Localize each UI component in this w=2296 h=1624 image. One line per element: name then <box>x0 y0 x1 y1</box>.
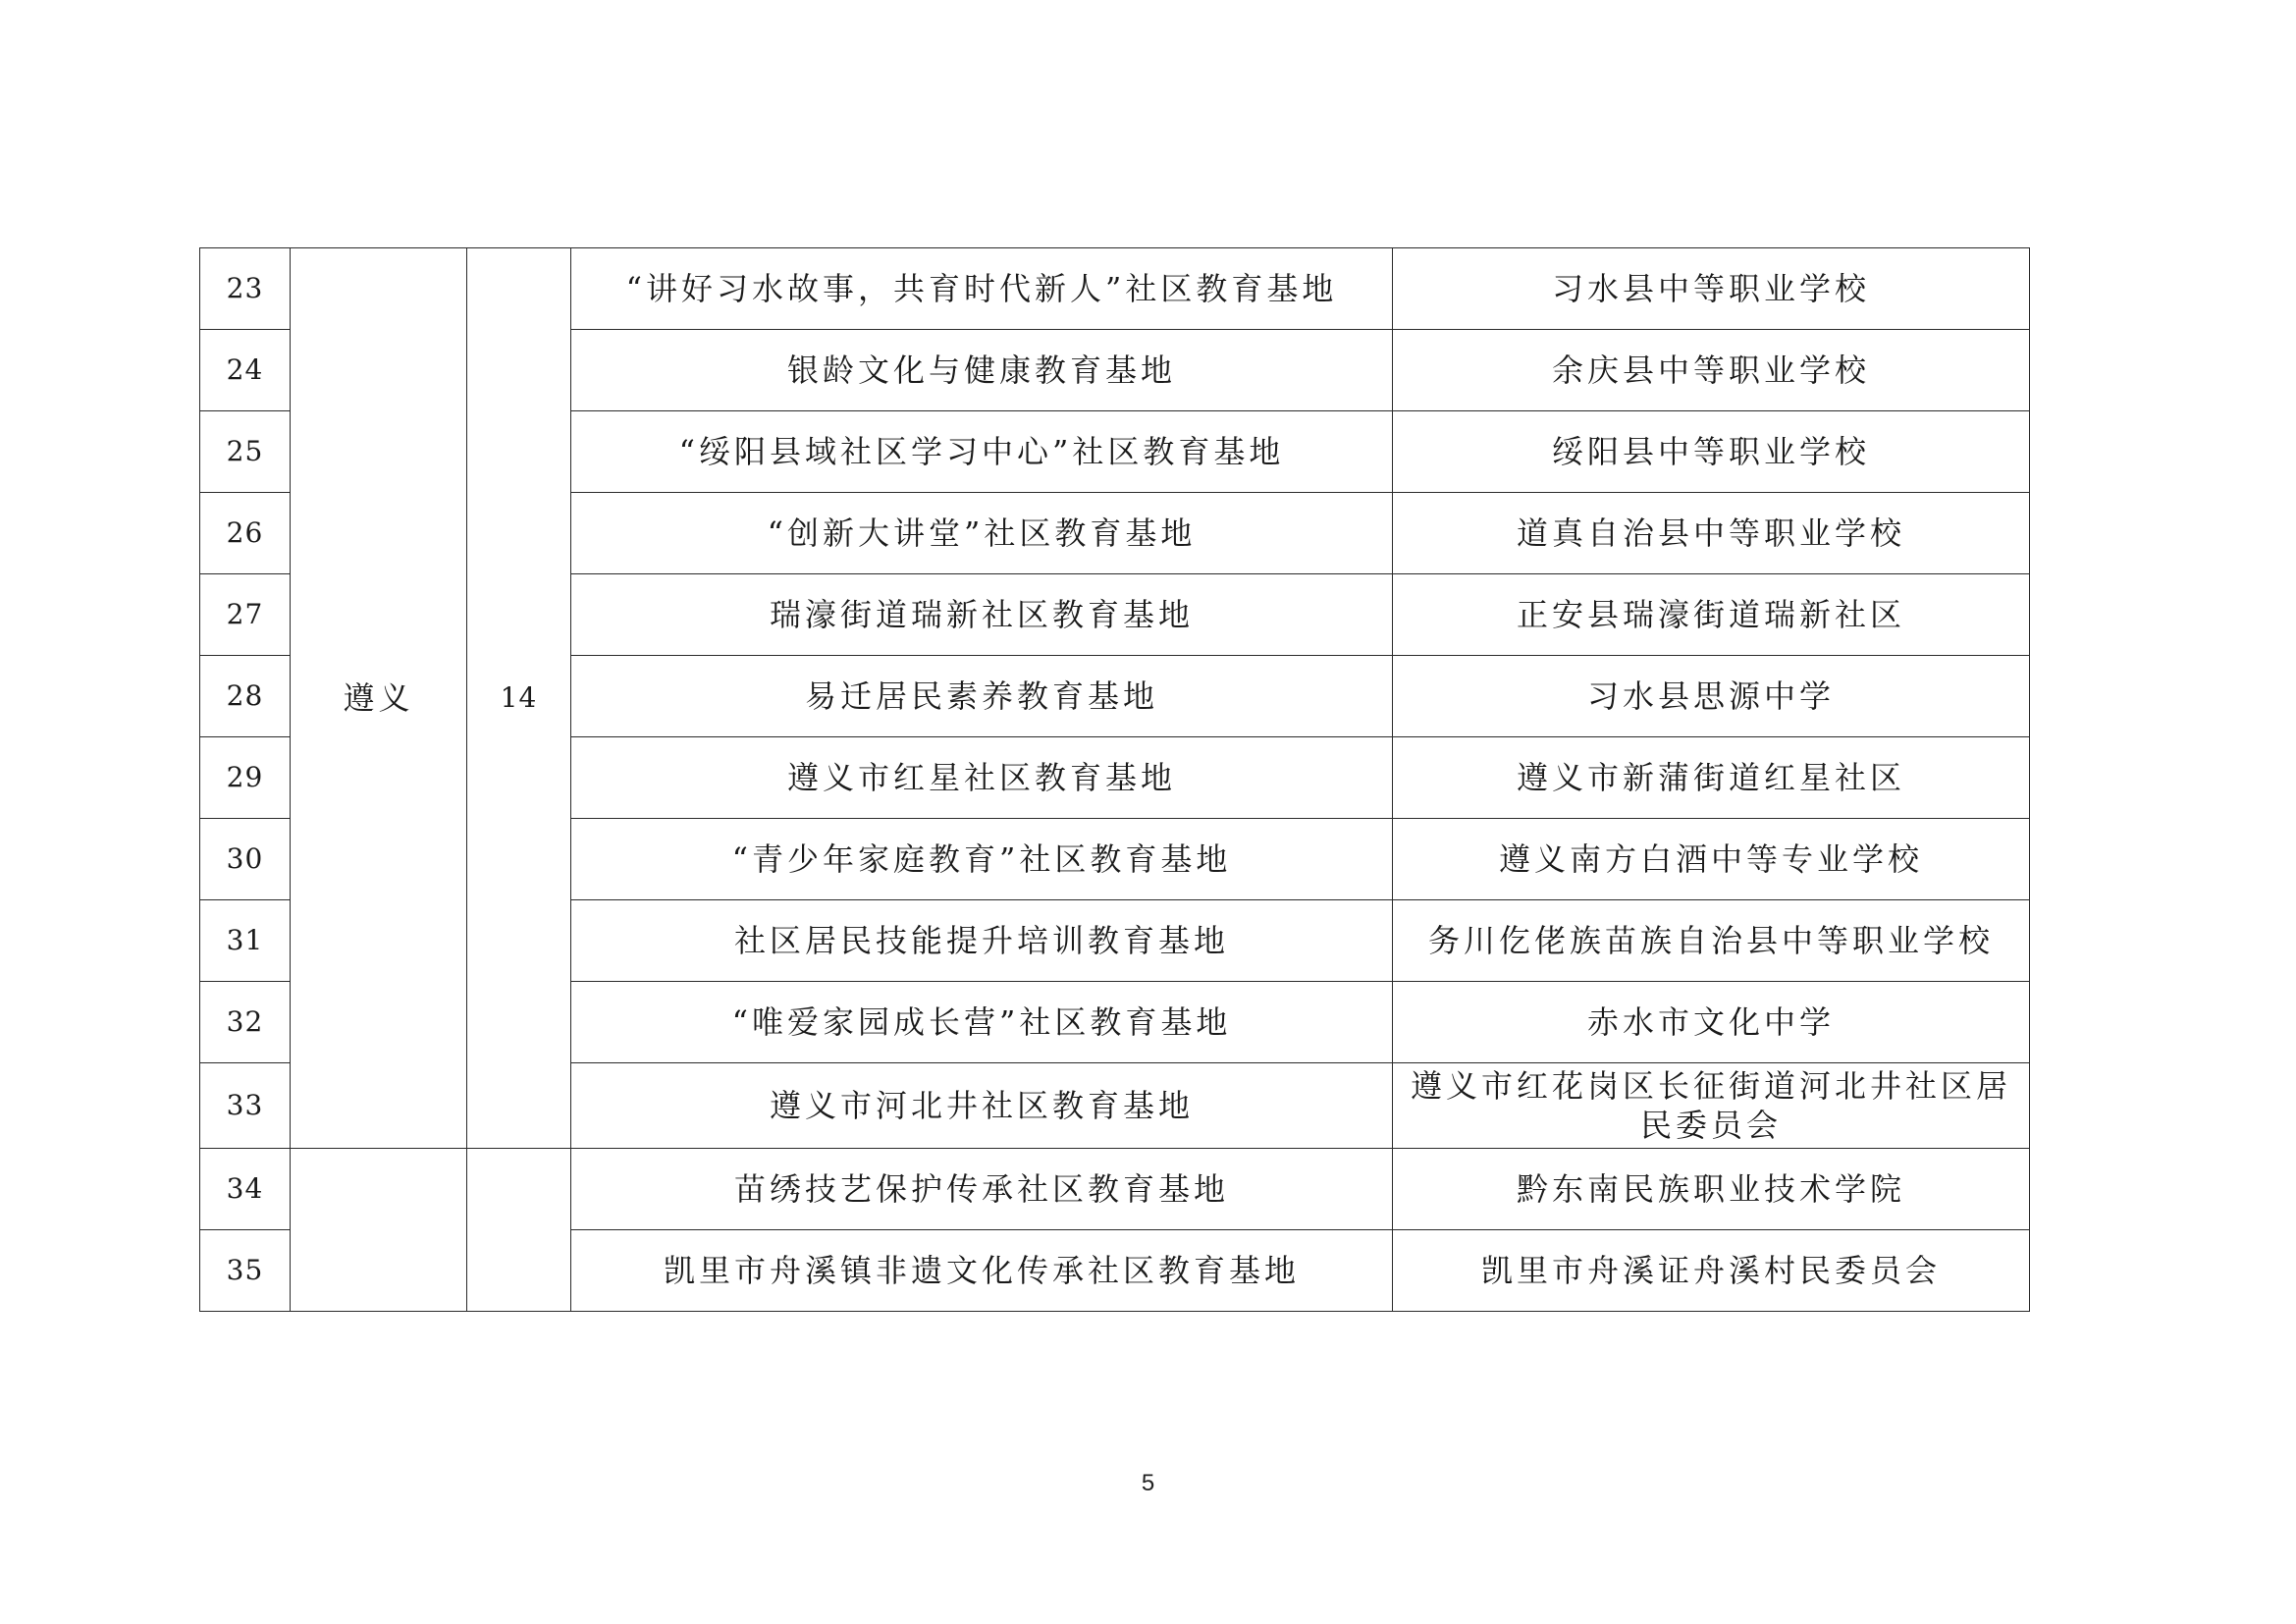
row-number: 25 <box>200 411 291 493</box>
host-unit: 黔东南民族职业技术学院 <box>1393 1149 2030 1230</box>
host-unit: 正安县瑞濠街道瑞新社区 <box>1393 574 2030 656</box>
count-cell <box>467 1149 571 1312</box>
base-name: 遵义市红星社区教育基地 <box>571 737 1393 819</box>
host-unit: 习水县中等职业学校 <box>1393 248 2030 330</box>
base-name: “绥阳县域社区学习中心”社区教育基地 <box>571 411 1393 493</box>
row-number: 24 <box>200 330 291 411</box>
host-unit: 绥阳县中等职业学校 <box>1393 411 2030 493</box>
row-number: 35 <box>200 1230 291 1312</box>
base-name: “讲好习水故事，共育时代新人”社区教育基地 <box>571 248 1393 330</box>
base-list-table <box>199 247 2030 1312</box>
base-name: 银龄文化与健康教育基地 <box>571 330 1393 411</box>
base-name: 凯里市舟溪镇非遗文化传承社区教育基地 <box>571 1230 1393 1312</box>
count-cell: 14 <box>467 248 571 1149</box>
row-number: 34 <box>200 1149 291 1230</box>
base-name: 瑞濠街道瑞新社区教育基地 <box>571 574 1393 656</box>
base-name: “唯爱家园成长营”社区教育基地 <box>571 982 1393 1063</box>
host-unit: 遵义市红花岗区长征街道河北井社区居民委员会 <box>1393 1063 2030 1149</box>
row-number: 32 <box>200 982 291 1063</box>
row-number: 29 <box>200 737 291 819</box>
base-name: “青少年家庭教育”社区教育基地 <box>571 819 1393 900</box>
host-unit: 务川仡佬族苗族自治县中等职业学校 <box>1393 900 2030 982</box>
row-number: 30 <box>200 819 291 900</box>
base-name: 苗绣技艺保护传承社区教育基地 <box>571 1149 1393 1230</box>
host-unit: 凯里市舟溪证舟溪村民委员会 <box>1393 1230 2030 1312</box>
host-unit: 道真自治县中等职业学校 <box>1393 493 2030 574</box>
row-number: 27 <box>200 574 291 656</box>
table-row <box>200 248 2030 330</box>
row-number: 33 <box>200 1063 291 1149</box>
row-number: 31 <box>200 900 291 982</box>
host-unit: 赤水市文化中学 <box>1393 982 2030 1063</box>
host-unit: 遵义南方白酒中等专业学校 <box>1393 819 2030 900</box>
row-number: 23 <box>200 248 291 330</box>
page-number: 5 <box>1141 1470 1155 1496</box>
base-name: 遵义市河北井社区教育基地 <box>571 1063 1393 1149</box>
host-unit: 余庆县中等职业学校 <box>1393 330 2030 411</box>
row-number: 28 <box>200 656 291 737</box>
base-name: 易迁居民素养教育基地 <box>571 656 1393 737</box>
region-cell <box>291 1149 467 1312</box>
base-name: 社区居民技能提升培训教育基地 <box>571 900 1393 982</box>
base-name: “创新大讲堂”社区教育基地 <box>571 493 1393 574</box>
table-row <box>200 1149 2030 1230</box>
row-number: 26 <box>200 493 291 574</box>
region-cell: 遵义 <box>291 248 467 1149</box>
host-unit: 习水县思源中学 <box>1393 656 2030 737</box>
host-unit: 遵义市新蒲街道红星社区 <box>1393 737 2030 819</box>
